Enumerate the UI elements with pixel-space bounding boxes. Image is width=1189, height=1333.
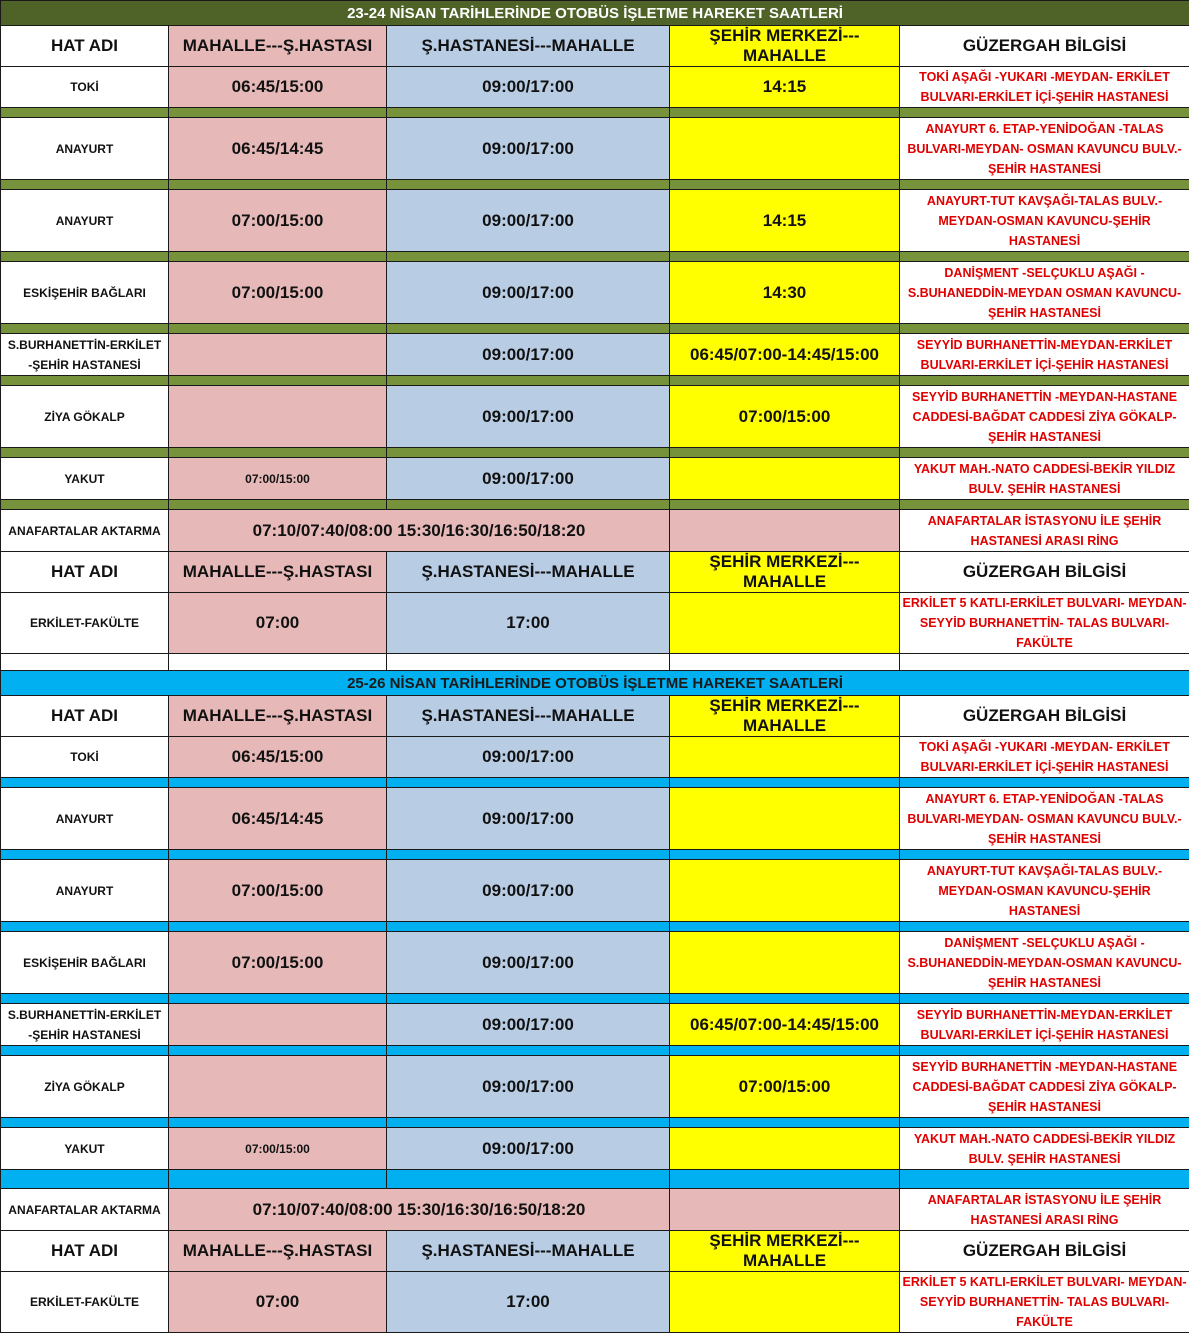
s2m-time: 09:00/17:00 xyxy=(387,386,670,448)
header-row xyxy=(1,552,1189,593)
row-separator xyxy=(1,1046,1189,1056)
s2m-time: 09:00/17:00 xyxy=(387,118,670,180)
route-info: YAKUT MAH.-NATO CADDESİ-BEKİR YILDIZ BULV. ŞEHİR HASTANESİ xyxy=(900,458,1189,500)
row-separator xyxy=(1,500,1189,510)
header-route: GÜZERGAH BİLGİSİ xyxy=(900,552,1189,593)
m2s-time: 07:00/15:00 xyxy=(169,190,387,252)
merk-time xyxy=(670,1128,900,1170)
route-info: SEYYİD BURHANETTİN -MEYDAN-HASTANE CADDESİ-BAĞDAT CADDESİ ZİYA GÖKALP-ŞEHİR HASTANESİ xyxy=(900,1056,1189,1118)
route-info: ANAFARTALAR İSTASYONU İLE ŞEHİR HASTANESİ ARASI RİNG xyxy=(900,1189,1189,1231)
line-name: ERKİLET-FAKÜLTE xyxy=(1,593,169,654)
merk-time: 07:00/15:00 xyxy=(670,1056,900,1118)
route-info: DANİŞMENT -SELÇUKLU AŞAĞI -S.BUHANEDDİN-MEYDAN OSMAN KAVUNCU-ŞEHİR HASTANESİ xyxy=(900,262,1189,324)
section-title: 23-24 NİSAN TARİHLERİNDE OTOBÜS İŞLETME HAREKET SAATLERİ xyxy=(1,1,1189,26)
ring-row xyxy=(1,1189,1189,1231)
header-merk: ŞEHİR MERKEZİ---MAHALLE xyxy=(670,26,900,67)
s2m-time: 09:00/17:00 xyxy=(387,67,670,108)
row-separator xyxy=(1,324,1189,334)
s2m-time: 09:00/17:00 xyxy=(387,262,670,324)
schedule-row xyxy=(1,262,1189,324)
route-info: ANAYURT 6. ETAP-YENİDOĞAN -TALAS BULVARI-MEYDAN- OSMAN KAVUNCU BULV.-ŞEHİR HASTANESİ xyxy=(900,788,1189,850)
schedule-row xyxy=(1,593,1189,654)
line-name: ANAYURT xyxy=(1,118,169,180)
schedule-row xyxy=(1,788,1189,850)
route-info: TOKİ AŞAĞI -YUKARI -MEYDAN- ERKİLET BULVARI-ERKİLET İÇİ-ŞEHİR HASTANESİ xyxy=(900,737,1189,778)
merk-time xyxy=(670,932,900,994)
schedule-row xyxy=(1,334,1189,376)
line-name: ANAYURT xyxy=(1,190,169,252)
s2m-time: 09:00/17:00 xyxy=(387,1056,670,1118)
m2s-time: 07:00 xyxy=(169,1272,387,1333)
row-separator xyxy=(1,922,1189,932)
s2m-time: 09:00/17:00 xyxy=(387,860,670,922)
ring-times: 07:10/07:40/08:00 15:30/16:30/16:50/18:20 xyxy=(169,510,670,552)
ring-empty-cell xyxy=(670,510,900,552)
merk-time xyxy=(670,458,900,500)
schedule-row xyxy=(1,932,1189,994)
header-merk: ŞEHİR MERKEZİ---MAHALLE xyxy=(670,552,900,593)
merk-time: 14:30 xyxy=(670,262,900,324)
m2s-time xyxy=(169,334,387,376)
line-name: TOKİ xyxy=(1,737,169,778)
line-name: S.BURHANETTİN-ERKİLET -ŞEHİR HASTANESİ xyxy=(1,1004,169,1046)
merk-time xyxy=(670,788,900,850)
merk-time: 14:15 xyxy=(670,190,900,252)
header-s2m: Ş.HASTANESİ---MAHALLE xyxy=(387,552,670,593)
schedule-row xyxy=(1,737,1189,778)
schedule-row xyxy=(1,118,1189,180)
s2m-time: 09:00/17:00 xyxy=(387,458,670,500)
line-name: TOKİ xyxy=(1,67,169,108)
row-separator xyxy=(1,1118,1189,1128)
ring-empty-cell xyxy=(670,1189,900,1231)
row-separator xyxy=(1,252,1189,262)
m2s-time: 07:00/15:00 xyxy=(169,262,387,324)
m2s-time: 06:45/14:45 xyxy=(169,788,387,850)
merk-time: 07:00/15:00 xyxy=(670,386,900,448)
header-hat: HAT ADI xyxy=(1,696,169,737)
header-merk: ŞEHİR MERKEZİ---MAHALLE xyxy=(670,1231,900,1272)
row-separator xyxy=(1,994,1189,1004)
section-title-row xyxy=(1,1,1189,26)
line-name: ZİYA GÖKALP xyxy=(1,1056,169,1118)
header-route: GÜZERGAH BİLGİSİ xyxy=(900,696,1189,737)
route-info: ANAYURT-TUT KAVŞAĞI-TALAS BULV.-MEYDAN-OSMAN KAVUNCU-ŞEHİR HASTANESİ xyxy=(900,190,1189,252)
merk-time xyxy=(670,737,900,778)
route-info: ANAYURT-TUT KAVŞAĞI-TALAS BULV.-MEYDAN-OSMAN KAVUNCU-ŞEHİR HASTANESİ xyxy=(900,860,1189,922)
ring-row xyxy=(1,510,1189,552)
s2m-time: 09:00/17:00 xyxy=(387,788,670,850)
route-info: ERKİLET 5 KATLI-ERKİLET BULVARI- MEYDAN-SEYYİD BURHANETTİN- TALAS BULVARI-FAKÜLTE xyxy=(900,593,1189,654)
line-name: ESKİŞEHİR BAĞLARI xyxy=(1,262,169,324)
line-name: YAKUT xyxy=(1,458,169,500)
s2m-time: 09:00/17:00 xyxy=(387,932,670,994)
s2m-time: 09:00/17:00 xyxy=(387,190,670,252)
header-s2m: Ş.HASTANESİ---MAHALLE xyxy=(387,696,670,737)
header-hat: HAT ADI xyxy=(1,552,169,593)
ring-times: 07:10/07:40/08:00 15:30/16:30/16:50/18:20 xyxy=(169,1189,670,1231)
header-m2s: MAHALLE---Ş.HASTASI xyxy=(169,1231,387,1272)
row-separator xyxy=(1,376,1189,386)
header-m2s: MAHALLE---Ş.HASTASI xyxy=(169,696,387,737)
header-row xyxy=(1,1231,1189,1272)
row-separator xyxy=(1,1170,1189,1189)
schedule-row xyxy=(1,860,1189,922)
schedule-row xyxy=(1,1004,1189,1046)
m2s-time: 07:00 xyxy=(169,593,387,654)
row-separator xyxy=(1,778,1189,788)
route-info: SEYYİD BURHANETTİN-MEYDAN-ERKİLET BULVARI-ERKİLET İÇİ-ŞEHİR HASTANESİ xyxy=(900,1004,1189,1046)
line-name: ANAYURT xyxy=(1,860,169,922)
merk-time xyxy=(670,860,900,922)
header-route: GÜZERGAH BİLGİSİ xyxy=(900,1231,1189,1272)
row-separator xyxy=(1,180,1189,190)
m2s-time xyxy=(169,1004,387,1046)
s2m-time: 17:00 xyxy=(387,1272,670,1333)
line-name: ANAFARTALAR AKTARMA xyxy=(1,1189,169,1231)
header-hat: HAT ADI xyxy=(1,26,169,67)
m2s-time xyxy=(169,1056,387,1118)
m2s-time: 07:00/15:00 xyxy=(169,932,387,994)
route-info: ANAYURT 6. ETAP-YENİDOĞAN -TALAS BULVARI-MEYDAN- OSMAN KAVUNCU BULV.-ŞEHİR HASTANESİ xyxy=(900,118,1189,180)
header-s2m: Ş.HASTANESİ---MAHALLE xyxy=(387,26,670,67)
route-info: SEYYİD BURHANETTİN-MEYDAN-ERKİLET BULVARI-ERKİLET İÇİ-ŞEHİR HASTANESİ xyxy=(900,334,1189,376)
s2m-time: 17:00 xyxy=(387,593,670,654)
m2s-time: 07:00/15:00 xyxy=(169,860,387,922)
schedule-row xyxy=(1,1272,1189,1333)
section-title: 25-26 NİSAN TARİHLERİNDE OTOBÜS İŞLETME HAREKET SAATLERİ xyxy=(1,671,1189,696)
schedule-row xyxy=(1,458,1189,500)
line-name: ANAYURT xyxy=(1,788,169,850)
m2s-time: 07:00/15:00 xyxy=(169,1128,387,1170)
m2s-time: 06:45/14:45 xyxy=(169,118,387,180)
header-row xyxy=(1,696,1189,737)
header-m2s: MAHALLE---Ş.HASTASI xyxy=(169,552,387,593)
line-name: ESKİŞEHİR BAĞLARI xyxy=(1,932,169,994)
m2s-time: 06:45/15:00 xyxy=(169,67,387,108)
m2s-time: 07:00/15:00 xyxy=(169,458,387,500)
route-info: ERKİLET 5 KATLI-ERKİLET BULVARI- MEYDAN-SEYYİD BURHANETTİN- TALAS BULVARI-FAKÜLTE xyxy=(900,1272,1189,1333)
route-info: TOKİ AŞAĞI -YUKARI -MEYDAN- ERKİLET BULVARI-ERKİLET İÇİ-ŞEHİR HASTANESİ xyxy=(900,67,1189,108)
s2m-time: 09:00/17:00 xyxy=(387,1128,670,1170)
row-separator xyxy=(1,448,1189,458)
schedule-row xyxy=(1,1128,1189,1170)
merk-time: 06:45/07:00-14:45/15:00 xyxy=(670,1004,900,1046)
line-name: ANAFARTALAR AKTARMA xyxy=(1,510,169,552)
route-info: SEYYİD BURHANETTİN -MEYDAN-HASTANE CADDESİ-BAĞDAT CADDESİ ZİYA GÖKALP-ŞEHİR HASTANESİ xyxy=(900,386,1189,448)
s2m-time: 09:00/17:00 xyxy=(387,737,670,778)
line-name: ERKİLET-FAKÜLTE xyxy=(1,1272,169,1333)
header-merk: ŞEHİR MERKEZİ---MAHALLE xyxy=(670,696,900,737)
row-separator xyxy=(1,108,1189,118)
schedule-row xyxy=(1,386,1189,448)
header-m2s: MAHALLE---Ş.HASTASI xyxy=(169,26,387,67)
merk-time: 14:15 xyxy=(670,67,900,108)
header-s2m: Ş.HASTANESİ---MAHALLE xyxy=(387,1231,670,1272)
merk-time: 06:45/07:00-14:45/15:00 xyxy=(670,334,900,376)
merk-time xyxy=(670,1272,900,1333)
merk-time xyxy=(670,593,900,654)
schedule-row xyxy=(1,190,1189,252)
line-name: S.BURHANETTİN-ERKİLET -ŞEHİR HASTANESİ xyxy=(1,334,169,376)
s2m-time: 09:00/17:00 xyxy=(387,1004,670,1046)
header-row xyxy=(1,26,1189,67)
row-separator xyxy=(1,850,1189,860)
line-name: YAKUT xyxy=(1,1128,169,1170)
header-route: GÜZERGAH BİLGİSİ xyxy=(900,26,1189,67)
line-name: ZİYA GÖKALP xyxy=(1,386,169,448)
schedule-row xyxy=(1,1056,1189,1118)
schedule-row xyxy=(1,67,1189,108)
route-info: YAKUT MAH.-NATO CADDESİ-BEKİR YILDIZ BULV. ŞEHİR HASTANESİ xyxy=(900,1128,1189,1170)
section-title-row xyxy=(1,671,1189,696)
s2m-time: 09:00/17:00 xyxy=(387,334,670,376)
route-info: ANAFARTALAR İSTASYONU İLE ŞEHİR HASTANESİ ARASI RİNG xyxy=(900,510,1189,552)
route-info: DANİŞMENT -SELÇUKLU AŞAĞI -S.BUHANEDDİN-MEYDAN-OSMAN KAVUNCU-ŞEHİR HASTANESİ xyxy=(900,932,1189,994)
section-gap xyxy=(1,654,1189,671)
header-hat: HAT ADI xyxy=(1,1231,169,1272)
merk-time xyxy=(670,118,900,180)
m2s-time: 06:45/15:00 xyxy=(169,737,387,778)
m2s-time xyxy=(169,386,387,448)
